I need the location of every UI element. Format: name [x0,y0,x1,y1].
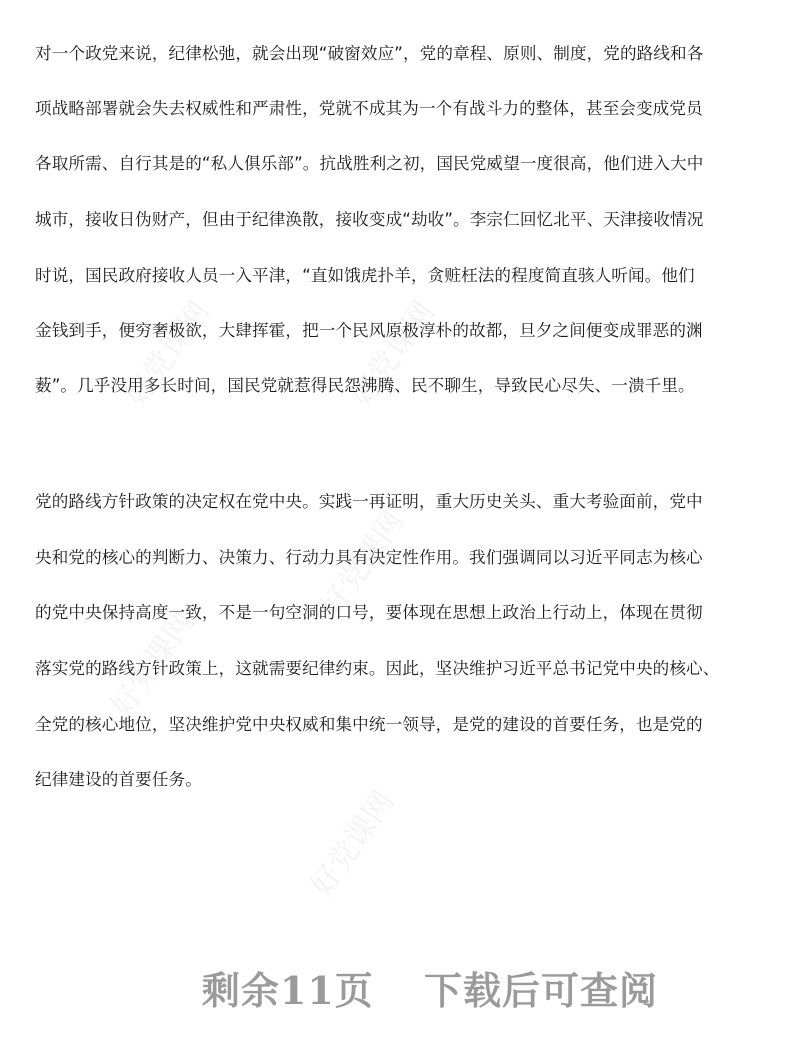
text-line: 薮”。几乎没用多长时间，国民党就惹得民怨沸腾、民不聊生，导致民心尽失、一溃千里。 [35,376,695,395]
text-line: 城市，接收日伪财产，但由于纪律涣散，接收变成“劫收”。李宗仁回忆北平、天津接收情况 [35,210,704,229]
text-line: 的党中央保持高度一致，不是一句空洞的口号，要体现在思想上政治上行动上，体现在贯彻 [35,603,703,622]
text-line: 金钱到手，便穷奢极欲，大肆挥霍，把一个民风原极淳朴的故都，旦夕之间便变成罪恶的渊 [35,321,703,340]
download-prompt[interactable] [0,960,800,1015]
download-to-view-label[interactable]: 下载后可查阅 [424,968,659,1013]
text-line: 对一个政党来说，纪律松弛，就会出现“破窗效应”，党的章程、原则、制度，党的路线和各 [35,44,704,63]
watermark-text: 好党课网 [304,784,402,904]
text-line: 党的路线方针政策的决定权在党中央。实践一再证明，重大历史关头、重大考验面前，党中 [35,492,703,511]
watermark-text: 好党课网 [344,294,442,414]
remaining-pages-label: 剩余11页 [201,968,374,1013]
watermark-text: 好党课网 [314,504,412,624]
watermark-text: 好党课网 [104,604,202,724]
text-line: 央和党的核心的判断力、决策力、行动力具有决定性作用。我们强调同以习近平同志为核心 [35,548,703,567]
text-line: 项战略部署就会失去权威性和严肃性，党就不成其为一个有战斗力的整体，甚至会变成党员 [35,99,703,118]
text-line: 纪律建设的首要任务。 [35,770,202,789]
text-line: 时说，国民政府接收人员一入平津，“直如饿虎扑羊，贪赃枉法的程度简直骇人听闻。他们 [35,266,695,285]
text-line: 各取所需、自行其是的“私人俱乐部”。抗战胜利之初，国民党威望一度很高，他们进入大中 [35,154,704,173]
watermark-text: 好党课网 [119,294,217,414]
text-line: 落实党的路线方针政策上，这就需要纪律约束。因此，坚决维护习近平总书记党中央的核心、 [35,659,720,678]
text-line: 全党的核心地位，坚决维护党中央权威和集中统一领导，是党的建设的首要任务，也是党的 [35,715,703,734]
